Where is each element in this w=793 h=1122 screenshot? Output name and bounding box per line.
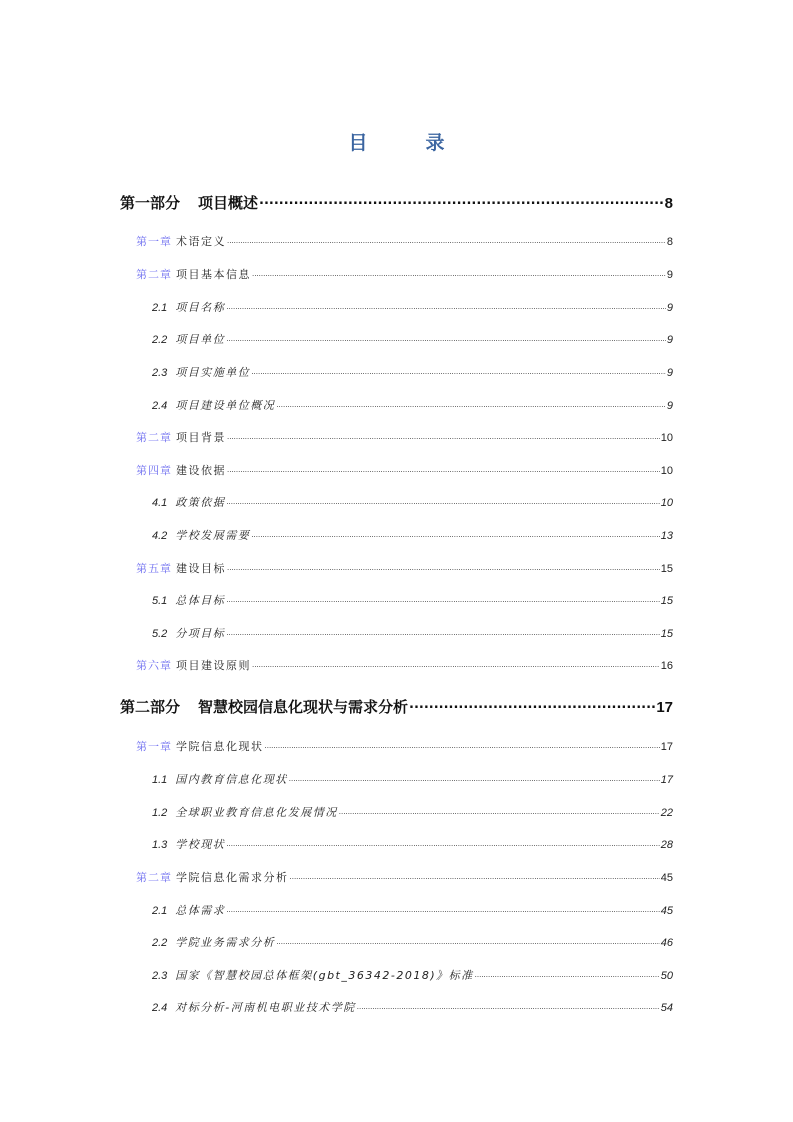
toc-chapter-entry[interactable] bbox=[136, 657, 673, 673]
chapter-label: 第六章 bbox=[136, 659, 172, 672]
page-title bbox=[0, 128, 793, 155]
page-number: 17 bbox=[660, 774, 673, 786]
page-number: 16 bbox=[660, 660, 673, 672]
dot-leader bbox=[226, 332, 666, 343]
dot-leader bbox=[276, 398, 666, 409]
title-char-2: 录 bbox=[425, 132, 445, 154]
page-number: 9 bbox=[666, 334, 673, 346]
section-name: 对标分析-河南机电职业技术学院 bbox=[175, 1001, 356, 1014]
chapter-label: 第五章 bbox=[136, 562, 172, 575]
toc-chapter-entry[interactable] bbox=[136, 738, 673, 754]
part-name: 项目概述 bbox=[198, 194, 259, 212]
dot-leader bbox=[226, 837, 659, 848]
dot-leader bbox=[290, 870, 660, 881]
chapter-name: 项目基本信息 bbox=[176, 268, 251, 281]
section-number: 2.3 bbox=[152, 367, 168, 379]
chapter-name: 项目建设原则 bbox=[176, 659, 251, 672]
dot-leader bbox=[226, 903, 659, 914]
toc-chapter-entry[interactable] bbox=[136, 869, 673, 885]
section-name: 政策依据 bbox=[175, 496, 226, 509]
section-name: 学校现状 bbox=[175, 838, 226, 851]
chapter-label: 第四章 bbox=[136, 464, 172, 477]
page-number: 17 bbox=[660, 741, 673, 753]
toc-section-entry[interactable] bbox=[152, 364, 673, 380]
section-number: 1.3 bbox=[152, 839, 168, 851]
page-number: 8 bbox=[666, 236, 673, 248]
dot-leader bbox=[265, 739, 660, 750]
chapter-label: 第一章 bbox=[136, 740, 172, 753]
section-name: 项目单位 bbox=[175, 333, 226, 346]
section-number: 2.3 bbox=[152, 970, 168, 982]
toc-chapter-entry[interactable] bbox=[136, 429, 673, 445]
section-name: 学院业务需求分析 bbox=[175, 936, 276, 949]
page-number: 10 bbox=[660, 432, 673, 444]
page-number: 9 bbox=[666, 302, 673, 314]
dot-leader bbox=[276, 935, 659, 946]
section-name: 项目名称 bbox=[175, 301, 226, 314]
part-label: 第一部分 bbox=[120, 194, 181, 212]
section-number: 2.1 bbox=[152, 302, 168, 314]
section-number: 2.4 bbox=[152, 1002, 168, 1014]
chapter-label: 第一章 bbox=[136, 235, 172, 248]
toc-section-entry[interactable] bbox=[152, 331, 673, 347]
toc-chapter-entry[interactable] bbox=[136, 462, 673, 478]
page-number: 10 bbox=[660, 465, 673, 477]
chapter-name: 学院信息化现状 bbox=[176, 740, 264, 753]
page-number: 28 bbox=[660, 839, 673, 851]
page-number: 15 bbox=[660, 595, 673, 607]
page-number: 8 bbox=[664, 195, 673, 212]
section-name: 总体目标 bbox=[175, 594, 226, 607]
page-number: 15 bbox=[660, 628, 673, 640]
section-name: 国家《智慧校园总体框架(gbt_36342-2018)》标准 bbox=[175, 969, 474, 982]
chapter-name: 学院信息化需求分析 bbox=[176, 871, 289, 884]
dot-leader bbox=[226, 626, 659, 637]
dot-leader bbox=[226, 495, 659, 506]
section-number: 1.1 bbox=[152, 774, 168, 786]
toc-section-entry[interactable] bbox=[152, 836, 673, 852]
chapter-name: 项目背景 bbox=[176, 431, 226, 444]
page-number: 54 bbox=[660, 1002, 673, 1014]
page-number: 15 bbox=[660, 563, 673, 575]
section-number: 4.1 bbox=[152, 497, 168, 509]
dot-leader bbox=[251, 365, 666, 376]
chapter-name: 建设依据 bbox=[176, 464, 226, 477]
title-char-1: 目 bbox=[348, 132, 368, 154]
chapter-name: 术语定义 bbox=[176, 235, 226, 248]
section-name: 项目实施单位 bbox=[175, 366, 251, 379]
section-number: 1.2 bbox=[152, 807, 168, 819]
toc-section-entry[interactable] bbox=[152, 934, 673, 950]
dot-leader bbox=[259, 193, 664, 208]
dot-leader bbox=[227, 234, 666, 245]
toc-section-entry[interactable] bbox=[152, 771, 673, 787]
dot-leader bbox=[227, 430, 660, 441]
section-name: 总体需求 bbox=[175, 904, 226, 917]
dot-leader bbox=[357, 1000, 660, 1011]
dot-leader bbox=[227, 463, 660, 474]
toc-section-entry[interactable] bbox=[152, 527, 673, 543]
toc-section-entry[interactable] bbox=[152, 299, 673, 315]
page-number: 46 bbox=[660, 937, 673, 949]
section-name: 国内教育信息化现状 bbox=[175, 773, 288, 786]
page-number: 10 bbox=[660, 497, 673, 509]
page-number: 22 bbox=[660, 807, 673, 819]
section-name: 分项目标 bbox=[175, 627, 226, 640]
dot-leader bbox=[252, 658, 660, 669]
part-label: 第二部分 bbox=[120, 698, 181, 716]
dot-leader bbox=[339, 805, 660, 816]
page-number: 17 bbox=[656, 699, 673, 716]
dot-leader bbox=[252, 267, 666, 278]
page-number: 9 bbox=[666, 269, 673, 281]
dot-leader bbox=[251, 528, 659, 539]
toc-section-entry[interactable] bbox=[152, 592, 673, 608]
section-name: 项目建设单位概况 bbox=[175, 399, 276, 412]
section-name: 全球职业教育信息化发展情况 bbox=[175, 806, 338, 819]
toc-chapter-entry[interactable] bbox=[136, 233, 673, 249]
dot-leader bbox=[226, 300, 666, 311]
dot-leader bbox=[227, 561, 660, 572]
page-number: 13 bbox=[660, 530, 673, 542]
dot-leader bbox=[475, 968, 660, 979]
chapter-label: 第二章 bbox=[136, 871, 172, 884]
section-number: 5.2 bbox=[152, 628, 168, 640]
toc-section-entry[interactable] bbox=[152, 625, 673, 641]
dot-leader bbox=[226, 593, 659, 604]
dot-leader bbox=[289, 772, 660, 783]
toc-section-entry[interactable] bbox=[152, 999, 673, 1015]
section-number: 2.1 bbox=[152, 905, 168, 917]
page-number: 9 bbox=[666, 400, 673, 412]
dot-leader bbox=[409, 697, 655, 712]
toc-chapter-entry[interactable] bbox=[136, 266, 673, 282]
page-number: 50 bbox=[660, 970, 673, 982]
section-number: 2.2 bbox=[152, 334, 168, 346]
section-number: 4.2 bbox=[152, 530, 168, 542]
toc-section-entry[interactable] bbox=[152, 902, 673, 918]
toc-section-entry[interactable] bbox=[152, 397, 673, 413]
chapter-label: 第二章 bbox=[136, 431, 172, 444]
section-number: 2.4 bbox=[152, 400, 168, 412]
toc-section-entry[interactable] bbox=[152, 494, 673, 510]
section-number: 2.2 bbox=[152, 937, 168, 949]
toc-section-entry[interactable] bbox=[152, 804, 673, 820]
toc-part-entry[interactable] bbox=[120, 696, 673, 717]
chapter-name: 建设目标 bbox=[176, 562, 226, 575]
toc-section-entry[interactable] bbox=[152, 967, 673, 983]
chapter-label: 第二章 bbox=[136, 268, 172, 281]
toc-part-entry[interactable] bbox=[120, 192, 673, 213]
toc-chapter-entry[interactable] bbox=[136, 560, 673, 576]
page-number: 9 bbox=[666, 367, 673, 379]
page-number: 45 bbox=[660, 872, 673, 884]
page-number: 45 bbox=[660, 905, 673, 917]
part-name: 智慧校园信息化现状与需求分析 bbox=[198, 698, 409, 716]
section-name: 学校发展需要 bbox=[175, 529, 251, 542]
section-number: 5.1 bbox=[152, 595, 168, 607]
